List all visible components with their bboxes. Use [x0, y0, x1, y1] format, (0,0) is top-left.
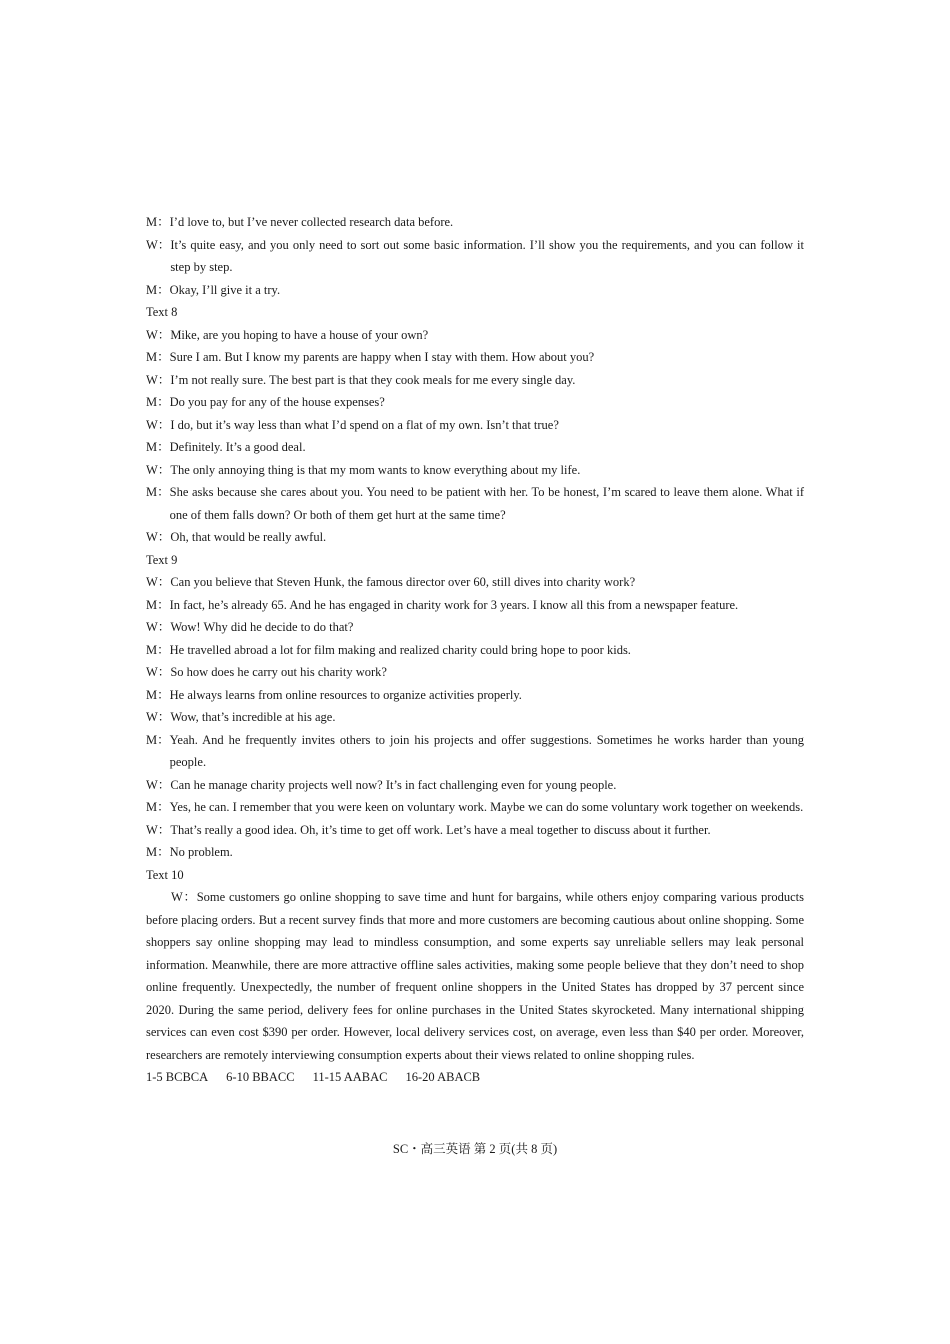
- dialogue-text-9: [146, 549, 804, 864]
- line-text: Yes, he can. I remember that you were keen on voluntary work. Maybe we can do some voluntary work together on weekends.: [169, 800, 804, 814]
- speaker-label: W：: [146, 822, 171, 837]
- answer-group: 16-20 ABACB: [405, 1070, 481, 1084]
- line-text: That’s really a good idea. Oh, it’s time to get off work. Let’s have a meal together to discuss about it further.: [170, 822, 711, 837]
- dialogue-line: [146, 729, 804, 774]
- speaker-label: W：: [146, 530, 171, 544]
- speaker-label: W：: [146, 620, 171, 634]
- dialogue-line: [146, 774, 804, 797]
- line-text: Wow! Why did he decide to do that?: [170, 620, 354, 634]
- dialogue-line: [146, 841, 804, 864]
- speaker-label: M：: [146, 800, 170, 814]
- speaker-label: M：: [146, 687, 170, 702]
- dialogue-text-8: [146, 301, 804, 549]
- dialogue-line: [146, 234, 804, 279]
- speaker-label: M：: [146, 440, 170, 454]
- line-text: The only annoying thing is that my mom wants to know everything about my life.: [170, 462, 581, 477]
- speaker-label: M：: [146, 395, 170, 409]
- line-text: Definitely. It’s a good deal.: [169, 440, 306, 454]
- dialogue-line: [146, 481, 804, 526]
- line-text: Wow, that’s incredible at his age.: [170, 710, 336, 724]
- speaker-label: M：: [146, 597, 170, 612]
- dialogue-line: [146, 459, 804, 482]
- speaker-label: M：: [146, 350, 170, 364]
- dialogue-line: [146, 796, 804, 819]
- page-footer: SC・高三英语 第 2 页(共 8 页): [392, 1142, 558, 1156]
- speaker-label: W：: [146, 462, 171, 477]
- speaker-label: M：: [146, 215, 170, 229]
- speaker-label: M：: [146, 642, 170, 657]
- line-text: So how does he carry out his charity work?: [170, 665, 387, 679]
- speaker-label: W：: [146, 777, 171, 792]
- line-text: He travelled abroad a lot for film making and realized charity could bring hope to poor kids.: [169, 642, 631, 657]
- line-text: Can he manage charity projects well now? It’s in fact challenging even for young people.: [170, 777, 617, 792]
- dialogue-line: [146, 639, 804, 662]
- dialogue-line: [146, 684, 804, 707]
- answer-key: [146, 1066, 804, 1089]
- answer-group: 11-15 AABAC: [312, 1070, 388, 1084]
- dialogue-line: [146, 594, 804, 617]
- line-text: He always learns from online resources to organize activities properly.: [169, 687, 522, 702]
- dialogue-line: [146, 526, 804, 549]
- line-text: I do, but it’s way less than what I’d spend on a flat of my own. Isn’t that true?: [170, 417, 559, 432]
- dialogue-line: [146, 369, 804, 392]
- dialogue-line: [146, 279, 804, 302]
- speaker-label: W：: [146, 575, 171, 589]
- dialogue-line: [146, 436, 804, 459]
- line-text: No problem.: [169, 845, 233, 859]
- line-text: Do you pay for any of the house expenses?: [169, 395, 385, 409]
- dialogue-line: [146, 661, 804, 684]
- section-heading: Text 10: [146, 867, 184, 882]
- speaker-label: W：: [146, 417, 171, 432]
- section-heading: Text 8: [146, 305, 178, 319]
- line-text: She asks because she cares about you. You need to be patient with her. To be honest, I’m scared to leave them alone. What if one of them falls down? Or both of them get hurt at the same time?: [169, 485, 804, 522]
- line-text: In fact, he’s already 65. And he has engaged in charity work for 3 years. I know all this from a newspaper feature.: [169, 597, 739, 612]
- speaker-label: M：: [146, 845, 170, 859]
- monologue-paragraph: W：Some customers go online shopping to save time and hunt for bargains, while others enjoy comparing various products before placing orders. But a recent survey finds that more and more customers are becoming cautious about online shopping. Some shoppers say online shopping may lead to mindless consumption, and some experts say unreliable sellers may leak personal information. Meanwhile, there are more attractive offline sales activities, making some people believe that they don’t need to shop online frequently. Unexpectedly, the number of frequent online shoppers in the United States has dropped by 37 percent since 2020. During the same period, delivery fees for online purchases in the United States skyrocketed. Many international shipping services can even cost $390 per order. However, local delivery services cost, on average, even less than $40 per order. Moreover, researchers are remotely interviewing consumption experts about their views related to online shopping rules.: [146, 890, 804, 1062]
- line-text: Oh, that would be really awful.: [170, 530, 327, 544]
- dialogue-line: [146, 346, 804, 369]
- dialogue-line: [146, 706, 804, 729]
- monologue-text-10: [146, 864, 804, 1067]
- dialogue-continuation: [146, 211, 804, 301]
- line-text: Sure I am. But I know my parents are happy when I stay with them. How about you?: [169, 350, 595, 364]
- line-text: It’s quite easy, and you only need to sort out some basic information. I’ll show you the requirements, and you can follow it step by step.: [170, 237, 804, 274]
- answer-group: 1-5 BCBCA: [146, 1070, 209, 1084]
- speaker-label: W：: [146, 665, 171, 679]
- speaker-label: W：: [146, 327, 171, 342]
- speaker-label: W：: [146, 237, 171, 252]
- speaker-label: W：: [146, 710, 171, 724]
- section-heading: Text 9: [146, 552, 178, 567]
- dialogue-line: [146, 414, 804, 437]
- dialogue-line: [146, 819, 804, 842]
- dialogue-line: [146, 616, 804, 639]
- line-text: Can you believe that Steven Hunk, the famous director over 60, still dives into charity work?: [170, 575, 636, 589]
- line-text: Okay, I’ll give it a try.: [169, 282, 281, 297]
- answer-group: 6-10 BBACC: [226, 1070, 295, 1084]
- document-body: [146, 211, 804, 1089]
- line-text: I’m not really sure. The best part is that they cook meals for me every single day.: [170, 372, 576, 387]
- dialogue-line: [146, 324, 804, 347]
- speaker-label: M：: [146, 282, 170, 297]
- dialogue-line: [146, 211, 804, 234]
- line-text: Yeah. And he frequently invites others to join his projects and offer suggestions. Sometimes he works harder than young people.: [169, 732, 804, 769]
- line-text: Mike, are you hoping to have a house of your own?: [170, 327, 429, 342]
- speaker-label: W：: [146, 372, 171, 387]
- dialogue-line: [146, 571, 804, 594]
- speaker-label: M：: [146, 732, 170, 747]
- speaker-label: M：: [146, 485, 170, 499]
- line-text: I’d love to, but I’ve never collected research data before.: [169, 215, 454, 229]
- dialogue-line: [146, 391, 804, 414]
